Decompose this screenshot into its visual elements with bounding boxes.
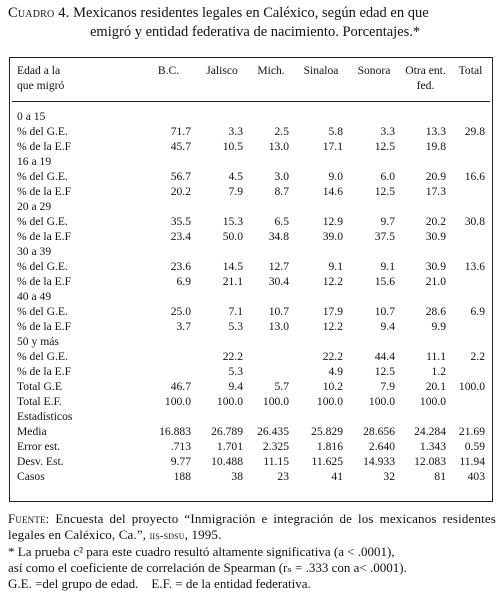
table-cell: 30.9: [425, 230, 446, 243]
caption-line-1: [8, 4, 495, 23]
table-cell: [400, 199, 451, 214]
table-cell: [196, 109, 248, 124]
column-header-otra: Otra ent. fed.: [405, 64, 446, 92]
table-cell: 6.0: [380, 170, 395, 183]
table-cell: [451, 184, 490, 199]
table-cell: 9.9: [431, 320, 446, 333]
table-cell: [451, 139, 490, 154]
table-row: [17, 199, 490, 214]
row-label: 20 a 29: [17, 200, 52, 213]
table-cell: 29.8: [464, 125, 485, 138]
table-cell: [141, 289, 196, 304]
table-row: [17, 394, 490, 409]
table-cell: 9.7: [380, 215, 395, 228]
table-cell: [294, 244, 348, 259]
table-cell: 13.6: [464, 260, 485, 273]
source-institution: iis-sdsu: [149, 530, 185, 542]
table-row: [17, 379, 490, 394]
row-label: Desv. Est.: [17, 455, 64, 468]
table-cell: 8.7: [274, 185, 289, 198]
table-cell: 14.5: [222, 260, 243, 273]
table-cell: 41: [331, 470, 343, 483]
table-cell: [294, 409, 348, 424]
table-cell: [451, 394, 490, 409]
table-cell: [348, 289, 400, 304]
table-cell: [141, 109, 196, 124]
table-row: [17, 184, 490, 199]
caption-title-part-1: Mexicanos residentes legales en Caléxico, según edad en que: [73, 5, 429, 21]
table-cell: 7.9: [380, 380, 395, 393]
table-cell: 11.15: [263, 455, 289, 468]
table-cell: [451, 154, 490, 169]
table-cell: [248, 334, 294, 349]
table-cell: [451, 319, 490, 334]
table-cell: [451, 199, 490, 214]
table-cell: 13.0: [268, 140, 289, 153]
source-text-a: Encuesta del proyecto “Inmigración e integración de los mexicanos residentes legales en Caléxico, Ca.”,: [8, 511, 497, 542]
table-row: [17, 274, 490, 289]
table-cell: 38: [231, 470, 243, 483]
table-cell: [348, 109, 400, 124]
table-cell: [141, 199, 196, 214]
table-cell: [248, 364, 294, 379]
table-cell: [400, 244, 451, 259]
row-label: 40 a 49: [17, 290, 52, 303]
table-cell: 12.5: [374, 365, 395, 378]
table-cell: 23.4: [170, 230, 191, 243]
caption-title-part-2: emigró y entidad federativa de nacimiento. Porcentajes.*: [90, 24, 421, 40]
table-cell: [141, 349, 196, 364]
table-cell: [294, 334, 348, 349]
table-cell: 11.1: [426, 350, 446, 363]
table-cell: 4.5: [228, 170, 243, 183]
table-cell: [248, 289, 294, 304]
table-cell: 20.9: [425, 170, 446, 183]
table-cell: [248, 244, 294, 259]
table-cell: [348, 409, 400, 424]
table-cell: 22.2: [222, 350, 243, 363]
table-cell: 100.0: [316, 395, 343, 408]
table-cell: 12.9: [322, 215, 343, 228]
table-cell: 71.7: [170, 125, 191, 138]
row-label: 30 a 39: [17, 245, 52, 258]
table-cell: [196, 409, 248, 424]
row-label: Estadísticos: [17, 410, 73, 423]
table-cell: 16.883: [159, 425, 191, 438]
table-cell: 21.69: [458, 425, 485, 438]
header-age-label: [17, 63, 141, 101]
table-cell: 3.7: [176, 320, 191, 333]
table-cell: [451, 334, 490, 349]
table-cell: [451, 409, 490, 424]
table-cell: 14.6: [322, 185, 343, 198]
table-cell: 12.5: [374, 185, 395, 198]
column-header-sonora: Sonora: [357, 64, 391, 77]
table-cell: 11.625: [311, 455, 343, 468]
table-cell: 100.0: [262, 395, 289, 408]
table-cell: 13.3: [425, 125, 446, 138]
table-caption: [8, 4, 495, 42]
table-cell: 32: [383, 470, 395, 483]
table-cell: [248, 199, 294, 214]
table-cell: 403: [467, 470, 485, 483]
table-cell: 9.77: [170, 455, 191, 468]
table-cell: 12.2: [322, 320, 343, 333]
table-cell: 10.2: [322, 380, 343, 393]
table-cell: [451, 274, 490, 289]
row-label: Media: [17, 425, 47, 438]
row-label: % del G.E.: [17, 125, 68, 138]
table-cell: 1.343: [419, 440, 446, 453]
table-cell: 3.3: [228, 125, 243, 138]
table-cell: [451, 244, 490, 259]
table-cell: [196, 244, 248, 259]
table-cell: 23.6: [170, 260, 191, 273]
header-age-label-line2: que migró: [17, 79, 65, 92]
table-cell: 10.488: [211, 455, 243, 468]
source-text-b: , 1995.: [184, 527, 222, 542]
table-cell: 1.816: [316, 440, 343, 453]
table-cell: [248, 109, 294, 124]
row-label: 16 a 19: [17, 155, 52, 168]
table-cell: [451, 364, 490, 379]
table-cell: [348, 154, 400, 169]
table-row: [17, 469, 490, 484]
row-label: % de la E.F: [17, 140, 72, 153]
table-cell: [248, 409, 294, 424]
table-row: [17, 424, 490, 439]
table-row: [17, 244, 490, 259]
table-cell: 23: [277, 470, 289, 483]
row-label: Total G.E: [17, 380, 62, 393]
table-cell: 24.284: [414, 425, 446, 438]
table-cell: 1.2: [431, 365, 446, 378]
table-cell: [400, 409, 451, 424]
table-cell: [400, 154, 451, 169]
table-cell: 30.9: [425, 260, 446, 273]
table-cell: 7.9: [228, 185, 243, 198]
table-cell: 14.933: [363, 455, 395, 468]
table-cell: 17.3: [425, 185, 446, 198]
table-cell: [294, 109, 348, 124]
table-cell: 35.5: [170, 215, 191, 228]
row-label: % de la E.F: [17, 230, 72, 243]
table-cell: 4.9: [328, 365, 343, 378]
table-row: [17, 454, 490, 469]
table-cell: 9.1: [380, 260, 395, 273]
row-label: 0 a 15: [17, 110, 46, 123]
table-row: [17, 439, 490, 454]
table-cell: 28.6: [425, 305, 446, 318]
table-cell: [294, 289, 348, 304]
row-label: % del G.E.: [17, 215, 68, 228]
table-row: [17, 289, 490, 304]
source-label: Fuente:: [8, 511, 50, 526]
table-cell: 3.0: [274, 170, 289, 183]
table-cell: 6.9: [470, 305, 485, 318]
footnote-line-2: así como el coeficiente de correlación de Spearman (rₛ = .333 con a< .0001).: [8, 560, 407, 575]
table-cell: 56.7: [170, 170, 191, 183]
table-cell: 17.9: [322, 305, 343, 318]
table-cell: [248, 349, 294, 364]
table-cell: [451, 289, 490, 304]
table-row: [17, 124, 490, 139]
table-cell: 2.2: [470, 350, 485, 363]
caption-label: Cuadro 4.: [8, 5, 70, 21]
row-label: % del G.E.: [17, 350, 68, 363]
table-row: [17, 214, 490, 229]
table-row: [17, 334, 490, 349]
table-cell: 81: [434, 470, 446, 483]
table-body: [17, 109, 490, 484]
table-cell: 15.3: [222, 215, 243, 228]
table-row: [17, 349, 490, 364]
table-cell: 20.2: [170, 185, 191, 198]
table-row: [17, 409, 490, 424]
table-row: [17, 259, 490, 274]
table-cell: 37.5: [374, 230, 395, 243]
table-cell: 9.1: [328, 260, 343, 273]
table-cell: 21.0: [425, 275, 446, 288]
table-cell: 45.7: [170, 140, 191, 153]
row-label: % de la E.F: [17, 365, 72, 378]
table-cell: [294, 199, 348, 214]
table-cell: 9.4: [228, 380, 243, 393]
row-label: % del G.E.: [17, 170, 68, 183]
table-row: [17, 109, 490, 124]
table-cell: 26.435: [257, 425, 289, 438]
table-row: [17, 319, 490, 334]
table-cell: 100.0: [458, 380, 485, 393]
table-cell: [141, 409, 196, 424]
table-cell: 10.7: [268, 305, 289, 318]
table-cell: [141, 154, 196, 169]
table-cell: 5.7: [274, 380, 289, 393]
column-header-michoacan: Mich.: [257, 64, 285, 77]
table-cell: [196, 289, 248, 304]
table-cell: 13.0: [268, 320, 289, 333]
table-cell: 5.8: [328, 125, 343, 138]
table-cell: 26.789: [211, 425, 243, 438]
table-cell: [451, 229, 490, 244]
table-notes: [8, 511, 496, 592]
table-cell: 46.7: [170, 380, 191, 393]
table-cell: 9.4: [380, 320, 395, 333]
table-cell: 100.0: [216, 395, 243, 408]
table-cell: 15.6: [374, 275, 395, 288]
table-cell: 0.59: [464, 440, 485, 453]
table-cell: [400, 289, 451, 304]
table-cell: 12.2: [322, 275, 343, 288]
row-label: Error est.: [17, 440, 61, 453]
table-cell: 30.4: [268, 275, 289, 288]
table-cell: 34.8: [268, 230, 289, 243]
table-cell: 2.5: [274, 125, 289, 138]
table-cell: 30.8: [464, 215, 485, 228]
header-age-label-line1: Edad a la: [17, 64, 61, 77]
data-table: [17, 63, 490, 484]
row-label: % del G.E.: [17, 260, 68, 273]
table-cell: 20.1: [425, 380, 446, 393]
table-cell: 100.0: [419, 395, 446, 408]
table-cell: [141, 364, 196, 379]
table-cell: 12.083: [414, 455, 446, 468]
table-cell: 7.1: [228, 305, 243, 318]
table-cell: 50.0: [222, 230, 243, 243]
table-cell: 16.6: [464, 170, 485, 183]
table-cell: [141, 244, 196, 259]
column-header-sinaloa: Sinaloa: [303, 64, 339, 77]
table-cell: [248, 154, 294, 169]
table-row: [17, 304, 490, 319]
table-cell: 21.1: [222, 275, 243, 288]
table-cell: [348, 199, 400, 214]
column-header-bc: B.C.: [157, 64, 180, 77]
table-cell: 1.701: [216, 440, 243, 453]
table-cell: 9.0: [328, 170, 343, 183]
row-label: Casos: [17, 470, 45, 483]
source-note: [8, 511, 496, 544]
table-cell: 39.0: [322, 230, 343, 243]
table-cell: 25.0: [170, 305, 191, 318]
table-cell: 19.8: [425, 140, 446, 153]
table-cell: [196, 334, 248, 349]
table-cell: 5.3: [228, 320, 243, 333]
table-cell: 12.7: [268, 260, 289, 273]
table-row: [17, 139, 490, 154]
table-cell: 100.0: [164, 395, 191, 408]
table-cell: [400, 109, 451, 124]
table-cell: [348, 334, 400, 349]
table-cell: 20.2: [425, 215, 446, 228]
table-row: [17, 229, 490, 244]
table-cell: [348, 244, 400, 259]
header-row: [17, 63, 490, 101]
table-cell: [400, 334, 451, 349]
table-cell: 10.5: [222, 140, 243, 153]
row-label: % de la E.F: [17, 185, 72, 198]
table-cell: 2.325: [262, 440, 289, 453]
table-cell: 44.4: [374, 350, 395, 363]
table-cell: 100.0: [368, 395, 395, 408]
table-frame: [9, 57, 493, 502]
table-cell: 25.829: [311, 425, 343, 438]
table-cell: 188: [173, 470, 191, 483]
table-cell: 11.94: [459, 455, 485, 468]
row-label: Total E.F.: [17, 395, 62, 408]
table-cell: [196, 154, 248, 169]
table-cell: 2.640: [368, 440, 395, 453]
row-label: % de la E.F: [17, 320, 72, 333]
table-cell: 10.7: [374, 305, 395, 318]
table-row: [17, 364, 490, 379]
table-cell: 22.2: [322, 350, 343, 363]
row-label: % de la E.F: [17, 275, 72, 288]
table-cell: .713: [170, 440, 191, 453]
table-cell: 5.3: [228, 365, 243, 378]
table-cell: [294, 154, 348, 169]
footnote-line-3: G.E. =del grupo de edad. E.F. = de la entidad federativa.: [8, 576, 311, 591]
table-cell: 6.5: [274, 215, 289, 228]
table-cell: [141, 334, 196, 349]
table-row: [17, 154, 490, 169]
row-label: 50 y más: [17, 335, 59, 348]
column-header-jalisco: Jalisco: [206, 64, 238, 77]
table-cell: 17.1: [322, 140, 343, 153]
table-cell: 3.3: [380, 125, 395, 138]
table-cell: 28.656: [363, 425, 395, 438]
table-row: [17, 169, 490, 184]
table-cell: 12.5: [374, 140, 395, 153]
table-cell: [451, 109, 490, 124]
row-label: % del G.E.: [17, 305, 68, 318]
footnote-line-1: * La prueba c² para este cuadro resultó altamente significativa (a < .0001),: [8, 544, 395, 559]
table-cell: [196, 199, 248, 214]
column-header-total: Total: [458, 64, 483, 77]
table-cell: 6.9: [176, 275, 191, 288]
